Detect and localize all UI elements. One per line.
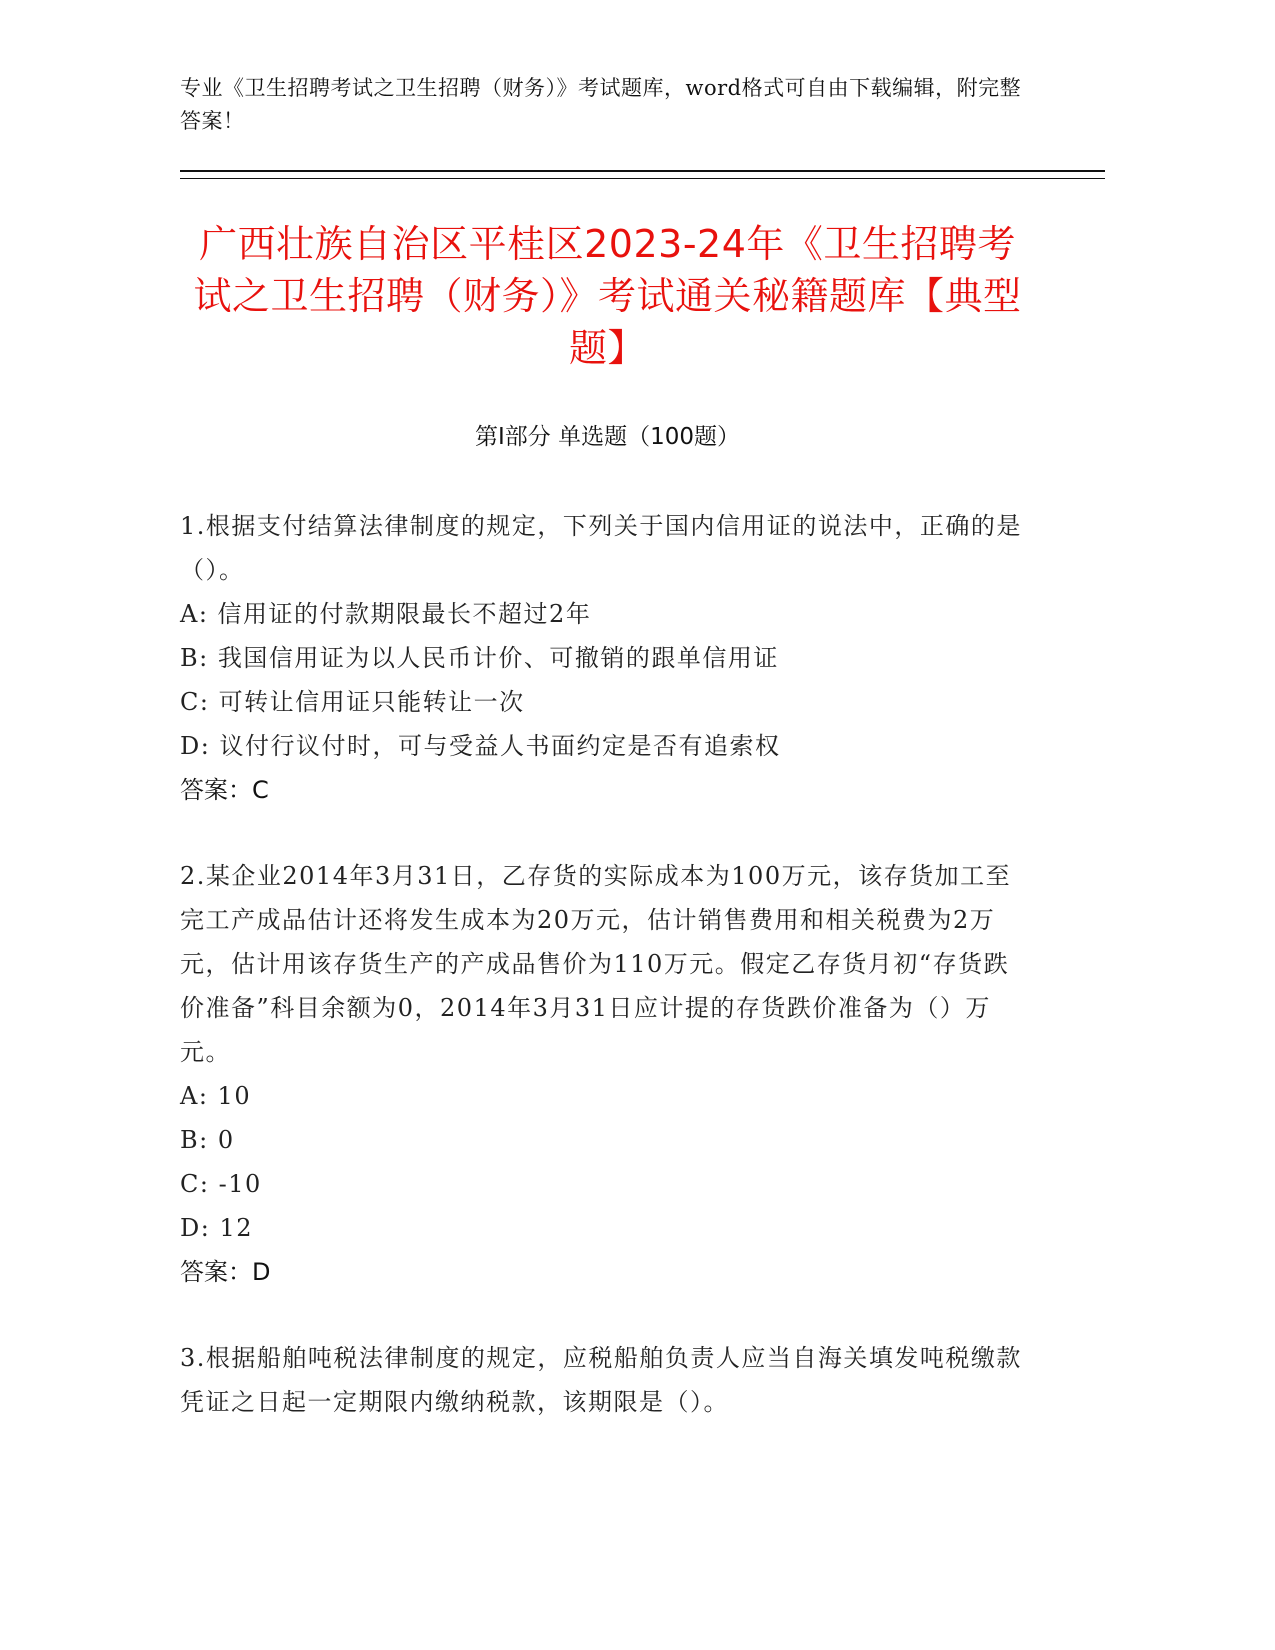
- option-b: B: 0: [180, 1126, 235, 1154]
- header-rule-thin: [180, 178, 1105, 179]
- answer: 答案：D: [180, 1258, 271, 1286]
- option-a: A: 信用证的付款期限最长不超过2年: [180, 600, 592, 628]
- header-note: 专业《卫生招聘考试之卫生招聘（财务）》考试题库，word格式可自由下载编辑，附完整答案！: [180, 76, 1022, 133]
- question-1: [180, 504, 1030, 812]
- option-b: B: 我国信用证为以人民币计价、可撤销的跟单信用证: [180, 644, 779, 672]
- question-spacer: [180, 812, 1030, 854]
- question-spacer: [180, 1294, 1030, 1336]
- option-c: C: 可转让信用证只能转让一次: [180, 688, 525, 716]
- section-heading: 第Ⅰ部分 单选题（100题）: [475, 424, 740, 450]
- question-3: [180, 1336, 1030, 1424]
- question-stem: 3.根据船舶吨税法律制度的规定，应税船舶负责人应当自海关填发吨税缴款凭证之日起一定期限内缴纳税款，该期限是（）。: [180, 1344, 1022, 1416]
- header-rule-thick: [180, 170, 1105, 172]
- option-a: A: 10: [180, 1082, 252, 1110]
- answer: 答案：C: [180, 776, 269, 804]
- document-title: 广西壮族自治区平桂区2023-24年《卫生招聘考试之卫生招聘（财务）》考试通关秘籍题库【典型题】: [193, 222, 1022, 370]
- option-c: C: -10: [180, 1170, 262, 1198]
- question-2: [180, 854, 1030, 1294]
- question-stem: 1.根据支付结算法律制度的规定，下列关于国内信用证的说法中，正确的是（）。: [180, 512, 1022, 584]
- question-stem: 2.某企业2014年3月31日，乙存货的实际成本为100万元，该存货加工至完工产成品估计还将发生成本为20万元，估计销售费用和相关税费为2万元，估计用该存货生产的产成品售价为110万元。假定乙存货月初“存货跌价准备”科目余额为0，2014年3月31日应计提的存货跌价准备为（）万元。: [180, 862, 1012, 1066]
- option-d: D: 12: [180, 1214, 253, 1242]
- question-list: [180, 504, 1030, 1424]
- option-d: D: 议付行议付时，可与受益人书面约定是否有追索权: [180, 732, 781, 760]
